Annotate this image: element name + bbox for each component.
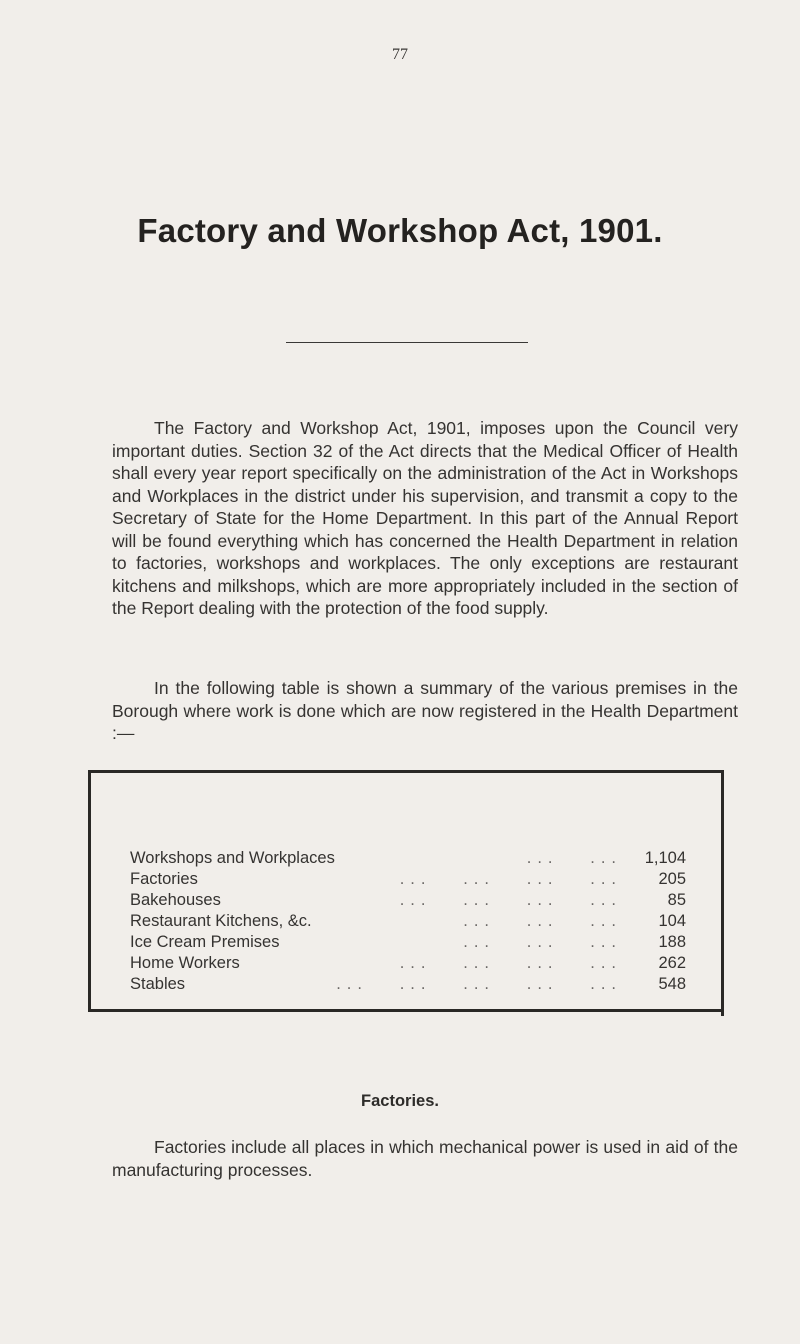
row-value: 188 (658, 933, 686, 951)
table-row (130, 890, 686, 911)
table-rows (130, 848, 686, 995)
table-top-border (88, 770, 724, 773)
leader-dots: ... ... ... ... ... (336, 975, 622, 993)
table-row (130, 953, 686, 974)
factories-heading: Factories. (361, 1092, 439, 1110)
title-divider (286, 342, 528, 343)
row-label: Factories (130, 870, 198, 888)
row-label: Restaurant Kitchens, &c. (130, 912, 312, 930)
leader-dots: ... ... ... (463, 933, 622, 951)
row-label: Bakehouses (130, 891, 221, 909)
row-label: Home Workers (130, 954, 240, 972)
table-row (130, 974, 686, 995)
row-label: Stables (130, 975, 186, 993)
table-row (130, 932, 686, 953)
summary-table (88, 770, 732, 1012)
page-title: Factory and Workshop Act, 1901. (137, 212, 663, 249)
row-value: 1,104 (644, 849, 686, 867)
factories-paragraph: Factories include all places in which mechanical power is used in aid of the manufacturing processes. (112, 1137, 738, 1180)
leader-dots: ... ... ... (463, 912, 622, 930)
table-intro-paragraph: In the following table is shown a summary of the various premises in the Borough where work is done which are now registered in the Health Department :— (112, 678, 738, 743)
row-value: 262 (658, 954, 686, 972)
row-label: Workshops and Workplaces (130, 849, 335, 867)
leader-dots: ... ... (526, 849, 622, 867)
intro-paragraph: The Factory and Workshop Act, 1901, imposes upon the Council very important duties. Section 32 of the Act directs that the Medical Officer of Health shall every year report specifically on the administration of the Act in Workshops and Workplaces in the district under his supervision, and transmit a copy to the Secretary of State for the Home Department. In this part of the Annual Report will be found everything which has concerned the Health Department in relation to factories, workshops and workplaces. The only exceptions are restaurant kitchens and milkshops, which are more appropriately included in the section of the Report dealing with the protection of the food supply. (112, 418, 738, 618)
table-row (130, 911, 686, 932)
leader-dots: ... ... ... ... (399, 954, 622, 972)
table-right-border (721, 770, 724, 1016)
table-left-border (88, 770, 91, 1012)
row-value: 205 (658, 870, 686, 888)
leader-dots: ... ... ... ... (399, 891, 622, 909)
row-value: 548 (658, 975, 686, 993)
table-row (130, 848, 686, 869)
table-bottom-border (88, 1009, 724, 1012)
page-number: 77 (392, 46, 408, 63)
row-value: 104 (658, 912, 686, 930)
row-value: 85 (667, 891, 686, 909)
leader-dots: ... ... ... ... (399, 870, 622, 888)
table-row (130, 869, 686, 890)
row-label: Ice Cream Premises (130, 933, 280, 951)
